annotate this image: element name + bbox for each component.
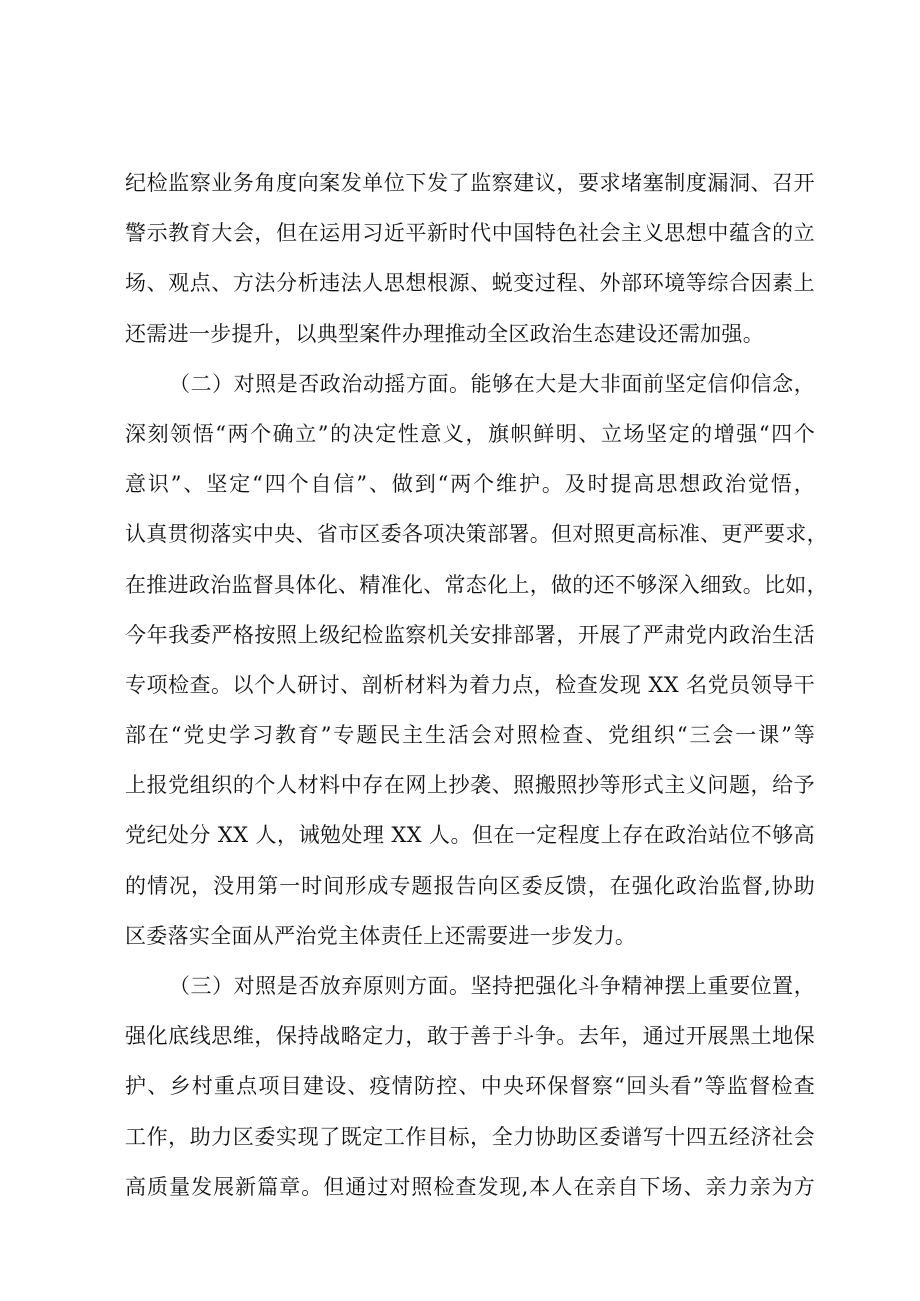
text-line: 护、乡村重点项目建设、疫情防控、中央环保督察“回头看”等监督检查	[125, 1074, 815, 1099]
section-heading-line: （三）对照是否放弃原则方面。坚持把强化斗争精神摆上重要位置，	[169, 974, 815, 998]
text-line: 警示教育大会，但在运用习近平新时代中国特色社会主义思想中蕴含的立	[125, 221, 815, 246]
text-line: 还需进一步提升，以典型案件办理推动全区政治生态建设还需加强。	[125, 321, 764, 346]
text-line: 部在“党史学习教育”专题民主生活会对照检查、党组织“三会一课”等	[125, 723, 815, 748]
text-line: 强化底线思维，保持战略定力，敢于善于斗争。去年，通过开展黑土地保	[125, 1024, 815, 1049]
text-line: 在推进政治监督具体化、精准化、常态化上，做的还不够深入细致。比如，	[125, 572, 828, 597]
document-body	[125, 158, 828, 1212]
text-line: 纪检监察业务角度向案发单位下发了监察建议，要求堵塞制度漏洞、召开	[125, 171, 815, 195]
text-line: 工作，助力区委实现了既定工作目标，全力协助区委谱写十四五经济社会	[125, 1124, 815, 1149]
text-line: 深刻领悟“两个确立”的决定性意义，旗帜鲜明、立场坚定的增强“四个	[125, 421, 815, 446]
text-line: 区委落实全面从严治党主体责任上还需要进一步发力。	[125, 923, 637, 948]
text-line: 上报党组织的个人材料中存在网上抄袭、照搬照抄等形式主义问题，给予	[125, 773, 815, 798]
section-heading-line: （二）对照是否政治动摇方面。能够在大是大非面前坚定信仰信念，	[169, 371, 815, 396]
text-line: 场、观点、方法分析违法人思想根源、蜕变过程、外部环境等综合因素上	[125, 271, 815, 296]
text-line: 高质量发展新篇章。但通过对照检查发现,本人在亲自下场、亲力亲为方	[125, 1174, 815, 1199]
text-line: 认真贯彻落实中央、省市区委各项决策部署。但对照更高标准、更严要求，	[125, 522, 828, 547]
text-line: 专项检查。以个人研讨、剖析材料为着力点，检查发现 XX 名党员领导干	[125, 672, 815, 697]
text-line: 今年我委严格按照上级纪检监察机关安排部署，开展了严肃党内政治生活	[125, 622, 815, 647]
text-line: 的情况，没用第一时间形成专题报告向区委反馈，在强化政治监督,协助	[125, 873, 815, 898]
text-line: 党纪处分 XX 人，诫勉处理 XX 人。但在一定程度上存在政治站位不够高	[125, 823, 815, 848]
text-line: 意识”、坚定“四个自信”、做到“两个维护。及时提高思想政治觉悟，	[125, 472, 815, 497]
